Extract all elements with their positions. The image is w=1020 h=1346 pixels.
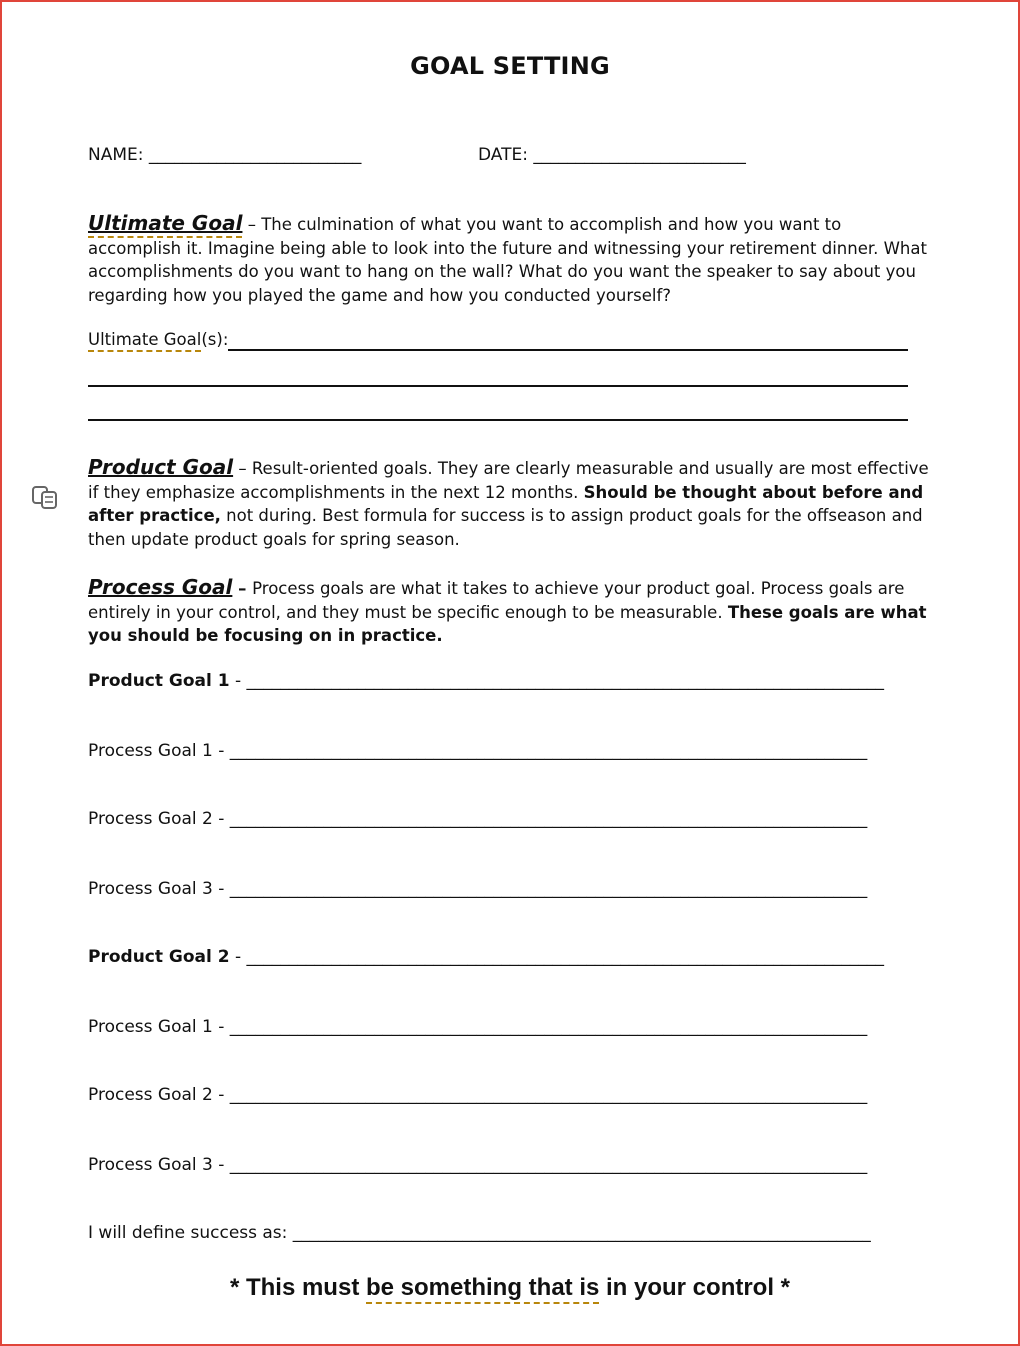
ultimate-goal-line-3[interactable]: [88, 419, 908, 421]
ultimate-goals-label-suffix: (s):: [201, 330, 229, 349]
goal-row-label: Process Goal 3: [88, 1155, 213, 1175]
goal-row-label: Process Goal 1: [88, 1017, 213, 1037]
goal-row-label: Process Goal 3: [88, 879, 213, 899]
goal-row-blank[interactable]: - ___________________________________________________________________________: [212, 809, 868, 829]
product-goal-term: Product Goal: [88, 455, 234, 479]
footer-note: [2, 1274, 1018, 1302]
ultimate-goal-line-2[interactable]: [88, 385, 908, 387]
footer-note-part-1: * This must: [229, 1274, 366, 1301]
ultimate-goal-line-1[interactable]: [228, 349, 908, 351]
ultimate-goal-term: Ultimate Goal: [88, 211, 242, 238]
goal-row-blank[interactable]: - ___________________________________________________________________________: [212, 1155, 868, 1175]
success-definition-field[interactable]: I will define success as: ____________________________________________________________________: [88, 1223, 871, 1243]
goal-row-blank[interactable]: - ___________________________________________________________________________: [212, 879, 868, 899]
page-title: GOAL SETTING: [410, 52, 610, 80]
ultimate-goals-label-main: Ultimate Goal: [88, 330, 201, 352]
goal-row[interactable]: [88, 1017, 867, 1037]
goal-row[interactable]: [88, 879, 867, 899]
goal-row[interactable]: [88, 1085, 867, 1105]
goal-row-label: Process Goal 2: [88, 1085, 213, 1105]
goal-row-blank[interactable]: - ___________________________________________________________________________: [212, 741, 868, 761]
product-goal-text-2: not during. Best formula for success is to assign product goals for the offseason and then update product goals for spring season.: [88, 506, 923, 549]
translation-icon[interactable]: [30, 483, 60, 511]
product-goal-emphasis: Should be thought about before and after practice,: [88, 482, 924, 525]
goal-row[interactable]: [88, 671, 884, 691]
goal-row[interactable]: [88, 1155, 867, 1175]
ultimate-goals-label: [88, 330, 228, 349]
footer-note-part-2: be something that is: [366, 1274, 599, 1304]
goal-row[interactable]: [88, 947, 884, 967]
goal-row-blank[interactable]: - ___________________________________________________________________________: [212, 1017, 868, 1037]
product-goal-text-1: – Result-oriented goals. They are clearly measurable and usually are most effective if they emphasize accomplishments in the next 12 months.: [88, 459, 929, 502]
goal-row-label: Process Goal 1: [88, 741, 213, 761]
ultimate-goal-description: – The culmination of what you want to accomplish and how you want to accomplish it. Imagine being able to look into the future and witnessing your retirement dinner. What accomplishments do you want to hang on the wall? What do you want the speaker to say about you regarding how you played the game and how you conducted yourself?: [88, 215, 927, 305]
process-goal-text: Process goals are what it takes to achieve your product goal. Process goals are entirely in your control, and they must be specific enough to be measurable.: [88, 579, 905, 622]
process-goal-emphasis: These goals are what you should be focusing on in practice.: [88, 602, 927, 645]
goal-row[interactable]: [88, 741, 867, 761]
name-field[interactable]: NAME: _________________________: [88, 145, 362, 165]
date-field[interactable]: DATE: _________________________: [478, 145, 746, 165]
footer-note-part-3: in your control *: [599, 1274, 791, 1301]
process-goal-dash: –: [232, 579, 253, 598]
goal-row-blank[interactable]: - ___________________________________________________________________________: [229, 947, 885, 967]
goal-row[interactable]: [88, 809, 867, 829]
goal-row-blank[interactable]: - ___________________________________________________________________________: [212, 1085, 868, 1105]
goal-row-label: Process Goal 2: [88, 809, 213, 829]
process-goal-term: Process Goal: [88, 575, 233, 599]
process-goal-paragraph: [88, 576, 930, 648]
goal-row-blank[interactable]: - ___________________________________________________________________________: [229, 671, 885, 691]
goal-row-label: Product Goal 2: [88, 947, 230, 967]
product-goal-paragraph: [88, 456, 930, 551]
goal-row-label: Product Goal 1: [88, 671, 230, 691]
ultimate-goal-paragraph: [88, 212, 930, 307]
